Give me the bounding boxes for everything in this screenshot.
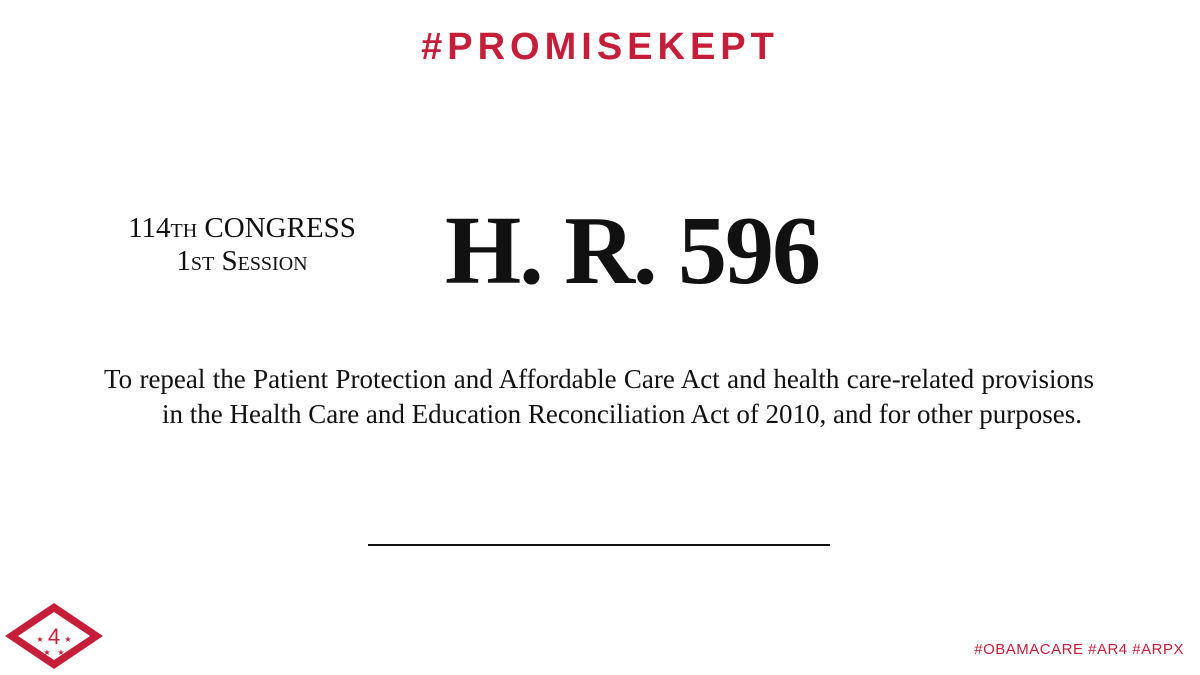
- logo-star-icon: ★: [43, 648, 51, 657]
- session-ordinal: st: [190, 245, 215, 277]
- logo-star-icon: ★: [64, 635, 72, 644]
- session-line: [102, 245, 382, 278]
- congress-word: CONGRESS: [204, 212, 356, 244]
- congress-number: 114: [128, 212, 171, 244]
- congress-ordinal: th: [170, 212, 198, 244]
- divider-rule: [368, 544, 830, 546]
- bill-description: To repeal the Patient Protection and Affordable Care Act and health care-related provisions in the Health Care and Education Reconciliation Act of 2010, and for other purposes.: [104, 364, 1094, 429]
- district-diamond-logo: [2, 600, 106, 672]
- bill-number: H. R. 596: [445, 197, 819, 305]
- congress-session-label: [102, 212, 382, 278]
- session-word: Session: [221, 245, 308, 277]
- logo-star-icon: ★: [36, 635, 44, 644]
- hashtags: #OBAMACARE #AR4 #ARPX: [974, 641, 1184, 658]
- congress-line: [102, 212, 382, 245]
- logo-number: 4: [47, 624, 61, 649]
- session-number: 1: [176, 245, 191, 277]
- logo-star-icon: ★: [57, 648, 65, 657]
- promise-kept-headline: #PROMISEKEPT: [421, 26, 779, 68]
